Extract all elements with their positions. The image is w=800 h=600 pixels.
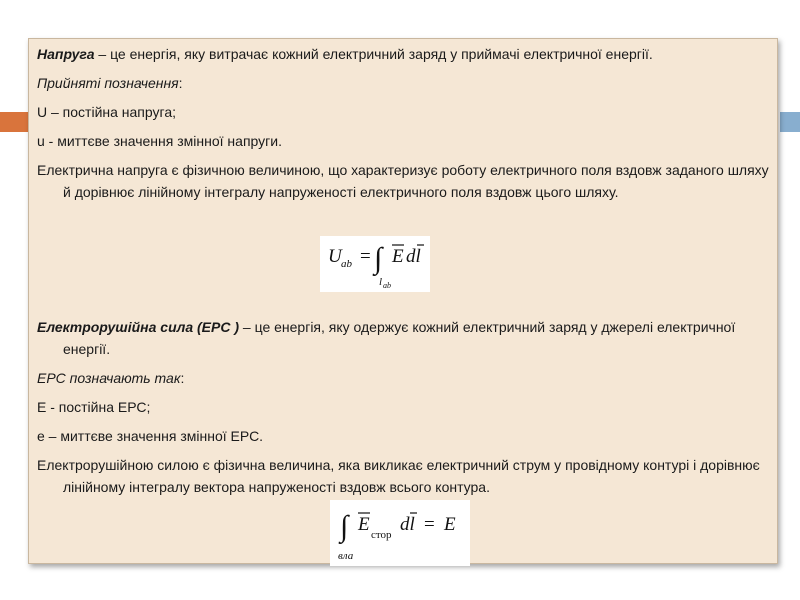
formula2-equals: =	[424, 514, 435, 535]
emf-definition-text: – це енергія, яку одержує кожний електричний заряд у джерелі електричної енергії.	[63, 319, 736, 357]
formula1-lhs: U	[328, 246, 342, 267]
emf-notation-heading	[37, 367, 769, 389]
accent-bar-right	[780, 112, 800, 132]
formula2-integrand: E	[358, 514, 370, 535]
formula2-differential: dl	[400, 514, 415, 535]
formula2-integral-sign: ∫	[340, 510, 349, 543]
voltage-formula	[320, 236, 430, 292]
formula1-integral-sign: ∫	[374, 242, 383, 275]
formula2-integrand-sub: стор	[371, 529, 392, 541]
voltage-formula-svg	[320, 236, 430, 292]
voltage-notation-label: Прийняті позначення	[37, 75, 179, 91]
emf-notation-label: ЕРС позначають так	[37, 370, 181, 386]
voltage-notation-colon: :	[178, 75, 183, 91]
formula1-equals: =	[360, 246, 371, 267]
voltage-notation-item: u - миттєве значення змінної напруги.	[37, 133, 282, 149]
voltage-notation-heading	[37, 72, 769, 94]
formula1-lhs-sub: ab	[341, 258, 352, 270]
emf-description: Електрорушійною силою є фізична величина, яка викликає електричний струм у провідному контурі і дорівнює лінійному інтегралу вектора напруженості вздовж всього контура.	[37, 457, 760, 495]
emf-notation-item: е – миттєве значення змінної ЕРС.	[37, 428, 264, 444]
voltage-description: Електрична напруга є фізичною величиною, що характеризує роботу електричного поля вздовж заданого шляху й дорівнює лінійному інтегралу напруженості електричного поля вздовж цього шляху.	[37, 162, 769, 200]
voltage-definition-text: – це енергія, яку витрачає кожний електричний заряд у приймачі електричної енергії.	[94, 46, 653, 62]
emf-notation-colon: :	[180, 370, 185, 386]
voltage-definition	[37, 43, 769, 65]
formula2-rhs: E	[444, 514, 456, 535]
voltage-notation-item: U – постійна напруга;	[37, 104, 176, 120]
formula1-lower-limit-sub: ab	[383, 281, 391, 290]
formula1-differential: dl	[406, 246, 421, 267]
emf-notation-item: Е - постійна ЕРС;	[37, 399, 151, 415]
accent-bar-left	[0, 112, 28, 132]
emf-term: Електрорушійна сила (ЕРС )	[37, 319, 240, 335]
formula1-integrand: E	[392, 246, 404, 267]
emf-formula-svg	[330, 500, 470, 566]
emf-formula	[330, 500, 470, 566]
content-card	[28, 38, 778, 564]
formula2-lower-limit: вла	[338, 550, 354, 562]
formula1-lower-limit: l	[379, 276, 383, 288]
emf-definition	[37, 316, 769, 360]
voltage-term: Напруга	[37, 46, 95, 62]
